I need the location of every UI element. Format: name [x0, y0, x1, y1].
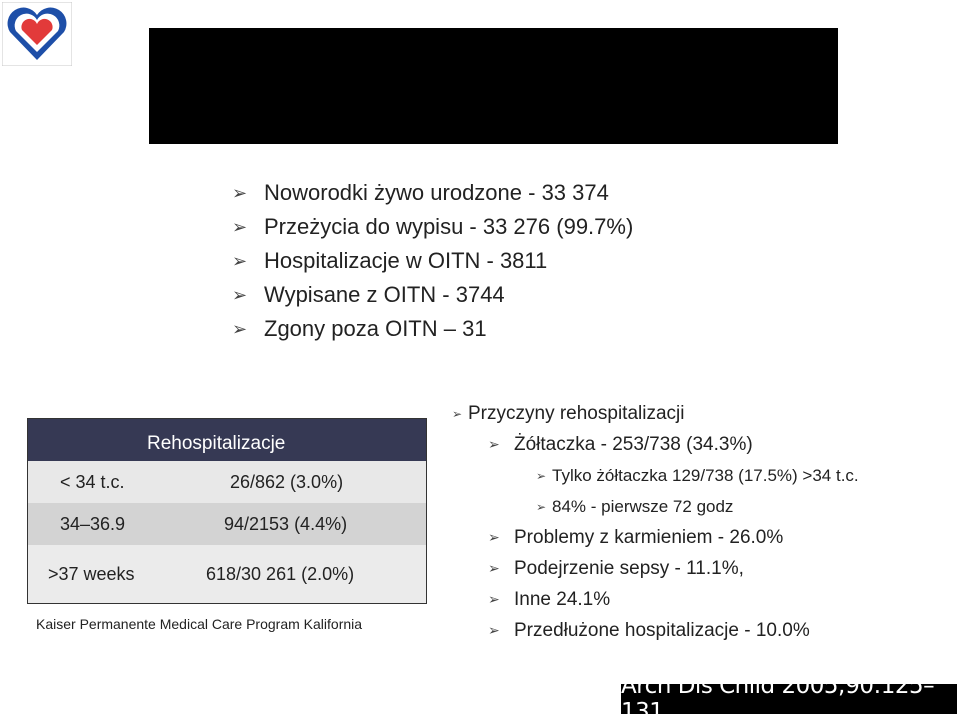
arrow-bullet-icon: ➢	[488, 529, 500, 545]
list-item: ➢ Tylko żółtaczka 129/738 (17.5%) >34 t.c.	[536, 465, 859, 485]
arrow-bullet-icon: ➢	[232, 284, 248, 305]
row-label: 34–36.9	[60, 513, 126, 534]
row-label: >37 weeks	[48, 563, 135, 584]
arrow-bullet-icon: ➢	[452, 406, 463, 421]
list-item: ➢ Zgony poza OITN – 31	[232, 316, 487, 341]
journal-citation	[621, 673, 957, 725]
arrow-bullet-icon: ➢	[488, 436, 500, 452]
citation-text: Arch Dis Child 2005;90:125–131	[621, 673, 935, 725]
arrow-bullet-icon: ➢	[488, 560, 500, 576]
table-row	[28, 503, 426, 545]
heart-logo-icon	[2, 2, 72, 66]
row-value: 94/2153 (4.4%)	[224, 513, 348, 534]
rehospitalization-table	[27, 418, 427, 604]
list-item: ➢ Inne 24.1%	[488, 588, 611, 610]
list-item: ➢ 84% - pierwsze 72 godz	[536, 496, 734, 516]
summary-bullet-list	[232, 176, 633, 346]
list-item: ➢ Wypisane z OITN - 3744	[232, 282, 505, 307]
list-item: ➢ Noworodki żywo urodzone - 33 374	[232, 180, 609, 205]
table-row	[28, 545, 426, 603]
list-item: ➢ Przedłużone hospitalizacje - 10.0%	[488, 619, 810, 641]
arrow-bullet-icon: ➢	[232, 318, 248, 339]
arrow-bullet-icon: ➢	[536, 499, 547, 514]
row-label: < 34 t.c.	[60, 471, 125, 492]
rehospitalization-causes-list	[452, 398, 859, 646]
arrow-bullet-icon: ➢	[488, 591, 500, 607]
title-banner	[149, 28, 838, 144]
list-item: ➢ Żółtaczka - 253/738 (34.3%)	[488, 433, 753, 455]
list-item: ➢ Hospitalizacje w OITN - 3811	[232, 248, 548, 273]
list-item: ➢ Problemy z karmieniem - 26.0%	[488, 526, 784, 548]
row-value: 26/862 (3.0%)	[230, 471, 344, 492]
row-value: 618/30 261 (2.0%)	[206, 563, 355, 584]
arrow-bullet-icon: ➢	[232, 182, 248, 203]
arrow-bullet-icon: ➢	[232, 250, 248, 271]
table-header: Rehospitalizacje	[28, 419, 426, 461]
arrow-bullet-icon: ➢	[536, 468, 547, 483]
list-heading: ➢ Przyczyny rehospitalizacji	[452, 402, 685, 424]
arrow-bullet-icon: ➢	[232, 216, 248, 237]
table-row	[28, 461, 426, 503]
arrow-bullet-icon: ➢	[488, 622, 500, 638]
list-item: ➢ Podejrzenie sepsy - 11.1%,	[488, 557, 744, 579]
table-source-note: Kaiser Permanente Medical Care Program Kalifornia	[36, 616, 363, 632]
list-item: ➢ Przeżycia do wypisu - 33 276 (99.7%)	[232, 214, 634, 239]
